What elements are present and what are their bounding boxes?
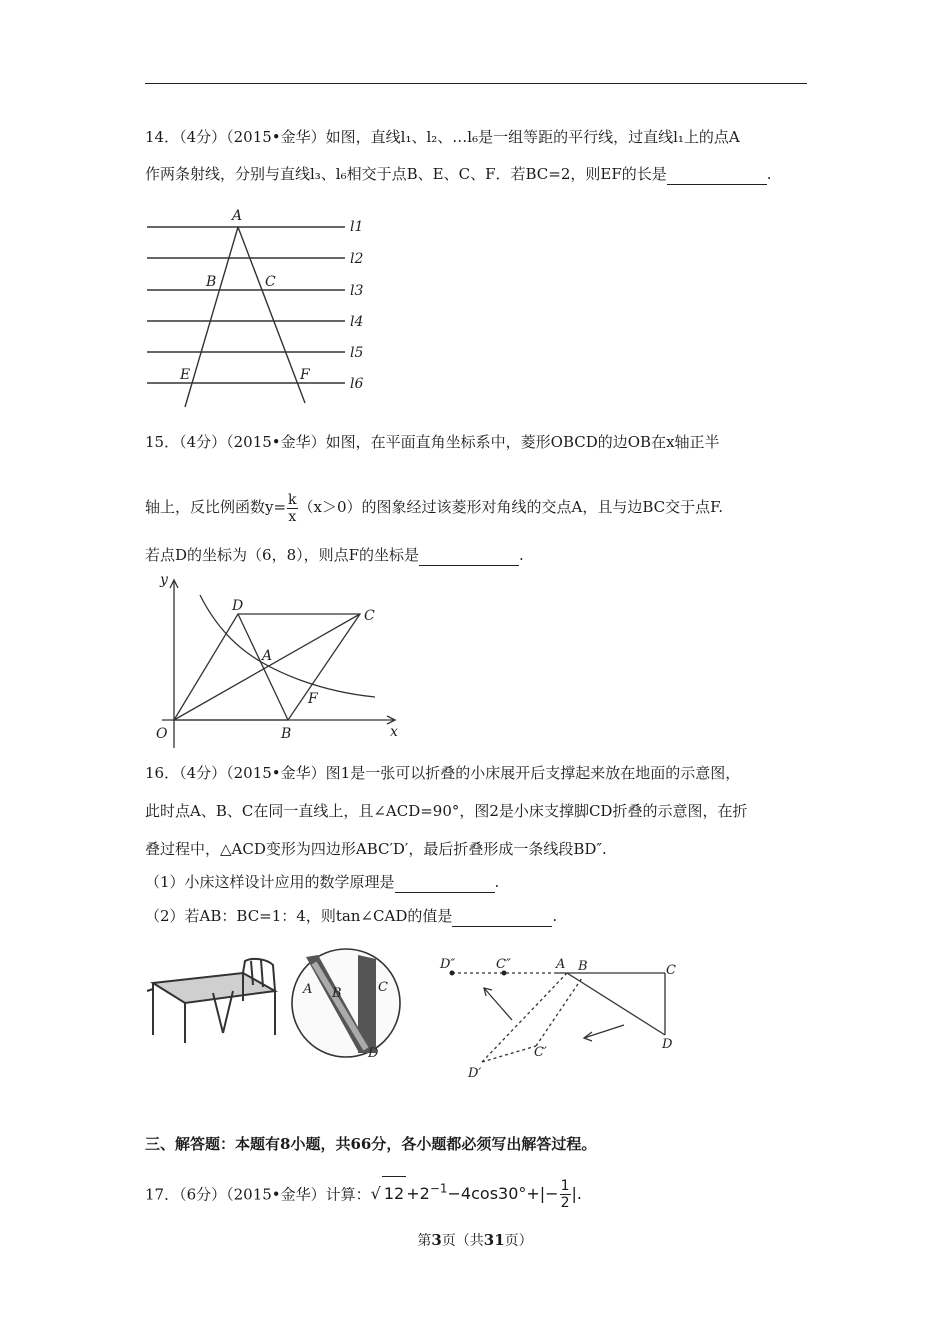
label-C: C xyxy=(666,963,676,978)
q14-figure xyxy=(140,200,380,415)
zoomed-hinge-image xyxy=(288,945,408,1065)
q16-sub1: （1）小床这样设计应用的数学原理是 . xyxy=(145,873,500,891)
label-Cp: C′ xyxy=(534,1045,547,1060)
fraction-one-half: $\frac{1}{2}$ xyxy=(560,1178,570,1212)
q17-line: 17．（6分）（2015•金华）计算：√ $12 +2^{-1}-4\cos 30^\circ+|-$ $\frac{1}{2}$ |. xyxy=(145,1178,582,1212)
q14-line2: 作两条射线，分别与直线l₃、l₆相交于点B、E、C、F．若BC=2，则EF的长是 . xyxy=(145,165,772,183)
label-B: B xyxy=(332,986,342,1001)
math-expression: √ $12 +2^{-1}-4\cos 30^\circ+|-$ $\frac{1}{2}$ |. xyxy=(370,1178,582,1212)
label-B: B xyxy=(281,726,292,742)
label-A: A xyxy=(262,648,273,664)
label-A: A xyxy=(556,957,566,972)
label-D: D xyxy=(662,1037,673,1052)
label-B: B xyxy=(578,959,588,974)
label-A: A xyxy=(232,208,243,224)
answer-blank xyxy=(419,545,519,566)
label-C: C xyxy=(378,980,388,995)
label-O: O xyxy=(156,726,168,742)
label-Dp: D′ xyxy=(468,1066,482,1081)
label-D: D xyxy=(368,1046,379,1061)
q16-sub2: （2）若AB：BC=1：4，则tan∠CAD的值是 . xyxy=(145,907,558,925)
answer-blank xyxy=(452,906,552,927)
label-l4: l4 xyxy=(350,314,364,330)
q16-line3: 叠过程中，△ACD变形为四边形ABC′D′，最后折叠形成一条线段BD″. xyxy=(145,840,607,858)
page-footer: 第3页（共31页） xyxy=(417,1231,533,1249)
q15-line3: 若点D的坐标为（6，8），则点F的坐标是 . xyxy=(145,546,524,564)
label-l5: l5 xyxy=(350,345,364,361)
label-Cpp: C″ xyxy=(496,957,511,972)
label-l2: l2 xyxy=(350,251,364,267)
label-C: C xyxy=(364,608,375,624)
fraction-k-over-x: $\frac{k}{x}$ xyxy=(288,491,297,525)
q16-folding-diagram xyxy=(432,950,692,1085)
section-heading: 三、解答题：本题有8小题，共66分，各小题都必须写出解答过程。 xyxy=(145,1135,597,1153)
q15-line1: 15．（4分）（2015•金华）如图，在平面直角坐标系中，菱形OBCD的边OB在x轴正半 xyxy=(145,433,720,451)
label-F: F xyxy=(300,367,310,383)
q16-line2: 此时点A、B、C在同一直线上，且∠ACD=90°，图2是小床支撑脚CD折叠的示意图，在折 xyxy=(145,802,748,820)
q14-line2-text: 作两条射线，分别与直线l₃、l₆相交于点B、E、C、F．若BC=2，则EF的长是 xyxy=(145,165,667,183)
answer-blank xyxy=(395,872,495,893)
q15-line2: 轴上，反比例函数y= $\frac{k}{x}$ （x＞0）的图象经过该菱形对角线的交点A，且与边BC交于点F. xyxy=(145,491,723,525)
label-D: D xyxy=(232,598,244,614)
label-B: B xyxy=(206,274,217,290)
label-F: F xyxy=(308,691,318,707)
label-E: E xyxy=(180,367,191,383)
header-rule xyxy=(145,83,807,84)
current-page: 3 xyxy=(431,1231,442,1249)
label-x: x xyxy=(390,724,398,740)
answer-blank xyxy=(667,164,767,185)
label-A: A xyxy=(303,982,313,997)
label-Dpp: D″ xyxy=(440,957,456,972)
folding-bed-image xyxy=(143,955,283,1045)
q16-line1: 16．（4分）（2015•金华）图1是一张可以折叠的小床展开后支撑起来放在地面的示意图， xyxy=(145,764,741,782)
q14-line1: 14．（4分）（2015•金华）如图，直线l₁、l₂、…l₆是一组等距的平行线，过直线l₁上的点A xyxy=(145,128,740,146)
label-C: C xyxy=(265,274,276,290)
q15-figure xyxy=(140,570,410,755)
label-l3: l3 xyxy=(350,283,364,299)
total-pages: 31 xyxy=(483,1231,505,1249)
label-l6: l6 xyxy=(350,376,364,392)
label-l1: l1 xyxy=(350,219,364,235)
label-y: y xyxy=(160,572,168,588)
